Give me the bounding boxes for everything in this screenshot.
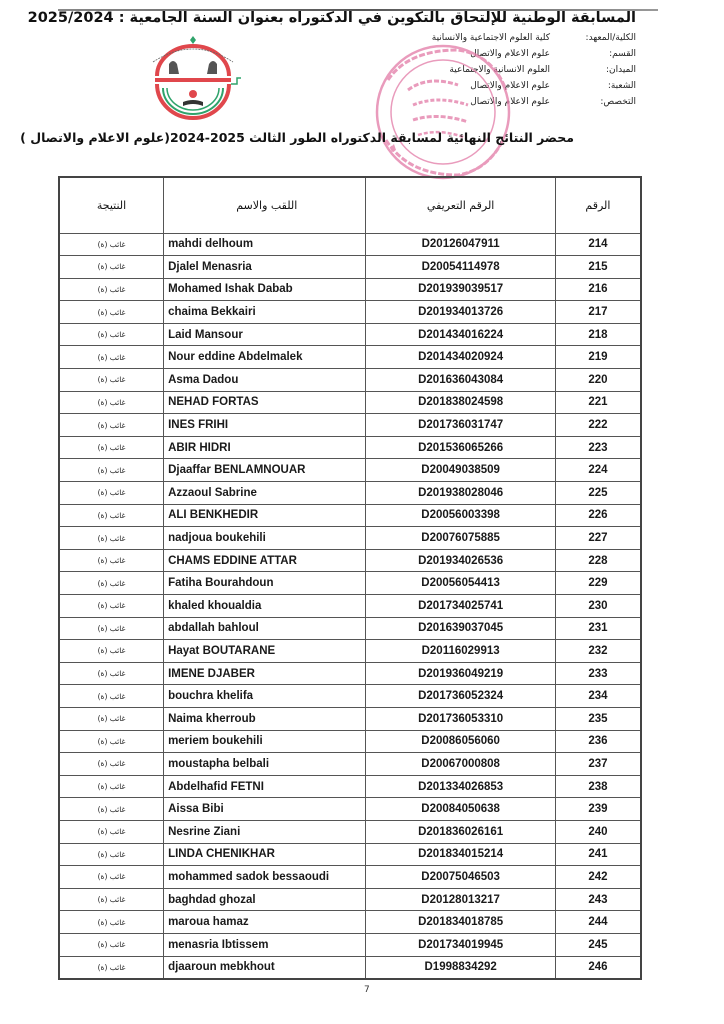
id-cell: D201434016224 xyxy=(366,323,555,346)
table-row xyxy=(59,527,641,550)
id-cell: D201934013726 xyxy=(366,301,555,324)
info-value: علوم الاعلام والاتصال xyxy=(470,49,550,59)
table-row xyxy=(59,640,641,663)
result-cell: غائب (ة) xyxy=(59,549,164,572)
table-row xyxy=(59,278,641,301)
name-cell: Naima kherroub xyxy=(164,707,366,730)
id-cell: D20126047911 xyxy=(366,233,555,256)
number-cell: 221 xyxy=(555,391,641,414)
result-cell: غائب (ة) xyxy=(59,888,164,911)
id-cell: D201736031747 xyxy=(366,414,555,437)
results-report-title: محضر النتائج النهائية لمسابقة الدكتوراه الطور الثالث 2025-2024(علوم الاعلام والاتصال ) xyxy=(20,130,574,145)
name-cell: Djalel Menasria xyxy=(164,256,366,279)
result-cell: غائب (ة) xyxy=(59,369,164,392)
table-row xyxy=(59,888,641,911)
number-cell: 216 xyxy=(555,278,641,301)
id-cell: D20056054413 xyxy=(366,572,555,595)
name-cell: Mohamed Ishak Dabab xyxy=(164,278,366,301)
name-cell: INES FRIHI xyxy=(164,414,366,437)
name-cell: Djaaffar BENLAMNOUAR xyxy=(164,459,366,482)
table-row xyxy=(59,775,641,798)
id-cell: D201834018785 xyxy=(366,911,555,934)
number-cell: 245 xyxy=(555,933,641,956)
number-cell: 222 xyxy=(555,414,641,437)
result-cell: غائب (ة) xyxy=(59,346,164,369)
table-row xyxy=(59,301,641,324)
id-cell: D20084050638 xyxy=(366,798,555,821)
table-row xyxy=(59,911,641,934)
id-cell: D20054114978 xyxy=(366,256,555,279)
id-cell: D20049038509 xyxy=(366,459,555,482)
id-cell: D20128013217 xyxy=(366,888,555,911)
result-cell: غائب (ة) xyxy=(59,820,164,843)
id-cell: D201938028046 xyxy=(366,482,555,505)
number-cell: 228 xyxy=(555,549,641,572)
id-cell: D201734019945 xyxy=(366,933,555,956)
result-cell: غائب (ة) xyxy=(59,662,164,685)
table-row xyxy=(59,369,641,392)
result-cell: غائب (ة) xyxy=(59,617,164,640)
name-cell: moustapha belbali xyxy=(164,753,366,776)
result-cell: غائب (ة) xyxy=(59,843,164,866)
name-cell: IMENE DJABER xyxy=(164,662,366,685)
number-cell: 217 xyxy=(555,301,641,324)
name-cell: Laid Mansour xyxy=(164,323,366,346)
name-cell: Abdelhafid FETNI xyxy=(164,775,366,798)
name-cell: chaima Bekkairi xyxy=(164,301,366,324)
result-cell: غائب (ة) xyxy=(59,459,164,482)
table-row xyxy=(59,482,641,505)
table-row xyxy=(59,256,641,279)
result-cell: غائب (ة) xyxy=(59,798,164,821)
table-row xyxy=(59,843,641,866)
number-cell: 235 xyxy=(555,707,641,730)
header-name: اللقب والاسم xyxy=(164,177,366,233)
name-cell: ALI BENKHEDIR xyxy=(164,504,366,527)
number-cell: 227 xyxy=(555,527,641,550)
result-cell: غائب (ة) xyxy=(59,504,164,527)
result-cell: غائب (ة) xyxy=(59,911,164,934)
number-cell: 223 xyxy=(555,436,641,459)
id-cell: D201736052324 xyxy=(366,685,555,708)
name-cell: djaaroun mebkhout xyxy=(164,956,366,979)
table-row xyxy=(59,685,641,708)
name-cell: nadjoua boukehili xyxy=(164,527,366,550)
table-row xyxy=(59,414,641,437)
id-cell: D20056003398 xyxy=(366,504,555,527)
name-cell: Azzaoul Sabrine xyxy=(164,482,366,505)
table-row xyxy=(59,798,641,821)
table-row xyxy=(59,233,641,256)
number-cell: 219 xyxy=(555,346,641,369)
id-cell: D201434020924 xyxy=(366,346,555,369)
table-row xyxy=(59,436,641,459)
table-row xyxy=(59,572,641,595)
number-cell: 231 xyxy=(555,617,641,640)
header-id: الرقم التعريفي xyxy=(366,177,555,233)
id-cell: D201736053310 xyxy=(366,707,555,730)
table-row xyxy=(59,346,641,369)
university-logo-icon xyxy=(143,36,243,126)
table-header-row xyxy=(59,177,641,233)
id-cell: D20076075885 xyxy=(366,527,555,550)
info-label: الكلية/المعهد: xyxy=(585,33,636,43)
number-cell: 232 xyxy=(555,640,641,663)
name-cell: Hayat BOUTARANE xyxy=(164,640,366,663)
table-row xyxy=(59,753,641,776)
number-cell: 239 xyxy=(555,798,641,821)
id-cell: D201734025741 xyxy=(366,595,555,618)
result-cell: غائب (ة) xyxy=(59,414,164,437)
table-row xyxy=(59,323,641,346)
number-cell: 243 xyxy=(555,888,641,911)
number-cell: 244 xyxy=(555,911,641,934)
id-cell: D201939039517 xyxy=(366,278,555,301)
number-cell: 214 xyxy=(555,233,641,256)
id-cell: D201639037045 xyxy=(366,617,555,640)
number-cell: 246 xyxy=(555,956,641,979)
name-cell: Aissa Bibi xyxy=(164,798,366,821)
name-cell: mahdi delhoum xyxy=(164,233,366,256)
id-cell: D1998834292 xyxy=(366,956,555,979)
result-cell: غائب (ة) xyxy=(59,527,164,550)
name-cell: abdallah bahloul xyxy=(164,617,366,640)
table-row xyxy=(59,504,641,527)
name-cell: Fatiha Bourahdoun xyxy=(164,572,366,595)
table-row xyxy=(59,662,641,685)
result-cell: غائب (ة) xyxy=(59,933,164,956)
name-cell: meriem boukehili xyxy=(164,730,366,753)
name-cell: CHAMS EDDINE ATTAR xyxy=(164,549,366,572)
name-cell: bouchra khelifa xyxy=(164,685,366,708)
result-cell: غائب (ة) xyxy=(59,775,164,798)
info-label: القسم: xyxy=(609,49,636,59)
id-cell: D201838024598 xyxy=(366,391,555,414)
result-cell: غائب (ة) xyxy=(59,866,164,889)
result-cell: غائب (ة) xyxy=(59,436,164,459)
number-cell: 236 xyxy=(555,730,641,753)
result-cell: غائب (ة) xyxy=(59,753,164,776)
table-row xyxy=(59,707,641,730)
name-cell: khaled khoualdia xyxy=(164,595,366,618)
name-cell: Nesrine Ziani xyxy=(164,820,366,843)
number-cell: 224 xyxy=(555,459,641,482)
result-cell: غائب (ة) xyxy=(59,956,164,979)
number-cell: 233 xyxy=(555,662,641,685)
table-row xyxy=(59,459,641,482)
table-row xyxy=(59,617,641,640)
info-value: علوم الاعلام والاتصال xyxy=(470,97,550,107)
name-cell: Asma Dadou xyxy=(164,369,366,392)
name-cell: mohammed sadok bessaoudi xyxy=(164,866,366,889)
info-value: علوم الاعلام والاتصال xyxy=(470,81,550,91)
name-cell: Nour eddine Abdelmalek xyxy=(164,346,366,369)
name-cell: maroua hamaz xyxy=(164,911,366,934)
result-cell: غائب (ة) xyxy=(59,233,164,256)
number-cell: 238 xyxy=(555,775,641,798)
number-cell: 240 xyxy=(555,820,641,843)
number-cell: 230 xyxy=(555,595,641,618)
number-cell: 218 xyxy=(555,323,641,346)
page-number: 7 xyxy=(364,985,370,995)
table-row xyxy=(59,956,641,979)
result-cell: غائب (ة) xyxy=(59,595,164,618)
id-cell: D201934026536 xyxy=(366,549,555,572)
id-cell: D20067000808 xyxy=(366,753,555,776)
result-cell: غائب (ة) xyxy=(59,391,164,414)
name-cell: LINDA CHENIKHAR xyxy=(164,843,366,866)
table-row xyxy=(59,391,641,414)
name-cell: menasria Ibtissem xyxy=(164,933,366,956)
table-row xyxy=(59,730,641,753)
table-row xyxy=(59,820,641,843)
result-cell: غائب (ة) xyxy=(59,278,164,301)
result-cell: غائب (ة) xyxy=(59,256,164,279)
number-cell: 241 xyxy=(555,843,641,866)
id-cell: D20075046503 xyxy=(366,866,555,889)
id-cell: D201836026161 xyxy=(366,820,555,843)
number-cell: 229 xyxy=(555,572,641,595)
info-value: كلية العلوم الاجتماعية والانسانية xyxy=(431,33,550,43)
id-cell: D201334026853 xyxy=(366,775,555,798)
result-cell: غائب (ة) xyxy=(59,707,164,730)
table-row xyxy=(59,866,641,889)
table-row xyxy=(59,595,641,618)
id-cell: D201936049219 xyxy=(366,662,555,685)
number-cell: 225 xyxy=(555,482,641,505)
id-cell: D20116029913 xyxy=(366,640,555,663)
header-number: الرقم xyxy=(555,177,641,233)
results-table xyxy=(58,176,642,980)
table-body xyxy=(59,233,641,979)
info-label: الميدان: xyxy=(605,65,636,75)
document-main-title: المسابقة الوطنية للإلتحاق بالتكوين في الدكتوراه بعنوان السنة الجامعية : 2025/2024 xyxy=(27,10,636,26)
number-cell: 237 xyxy=(555,753,641,776)
info-label: الشعبة: xyxy=(607,81,636,91)
result-cell: غائب (ة) xyxy=(59,640,164,663)
id-cell: D20086056060 xyxy=(366,730,555,753)
result-cell: غائب (ة) xyxy=(59,301,164,324)
result-cell: غائب (ة) xyxy=(59,482,164,505)
number-cell: 242 xyxy=(555,866,641,889)
table-row xyxy=(59,933,641,956)
name-cell: baghdad ghozal xyxy=(164,888,366,911)
table-row xyxy=(59,549,641,572)
info-label: التخصص: xyxy=(600,97,636,107)
info-value: العلوم الانسانية والاجتماعية xyxy=(449,65,550,75)
result-cell: غائب (ة) xyxy=(59,323,164,346)
id-cell: D201834015214 xyxy=(366,843,555,866)
name-cell: NEHAD FORTAS xyxy=(164,391,366,414)
result-cell: غائب (ة) xyxy=(59,730,164,753)
number-cell: 220 xyxy=(555,369,641,392)
official-stamp-icon xyxy=(368,40,518,185)
result-cell: غائب (ة) xyxy=(59,685,164,708)
number-cell: 226 xyxy=(555,504,641,527)
number-cell: 215 xyxy=(555,256,641,279)
result-cell: غائب (ة) xyxy=(59,572,164,595)
header-result: النتيجة xyxy=(59,177,164,233)
id-cell: D201636043084 xyxy=(366,369,555,392)
number-cell: 234 xyxy=(555,685,641,708)
name-cell: ABIR HIDRI xyxy=(164,436,366,459)
id-cell: D201536065266 xyxy=(366,436,555,459)
